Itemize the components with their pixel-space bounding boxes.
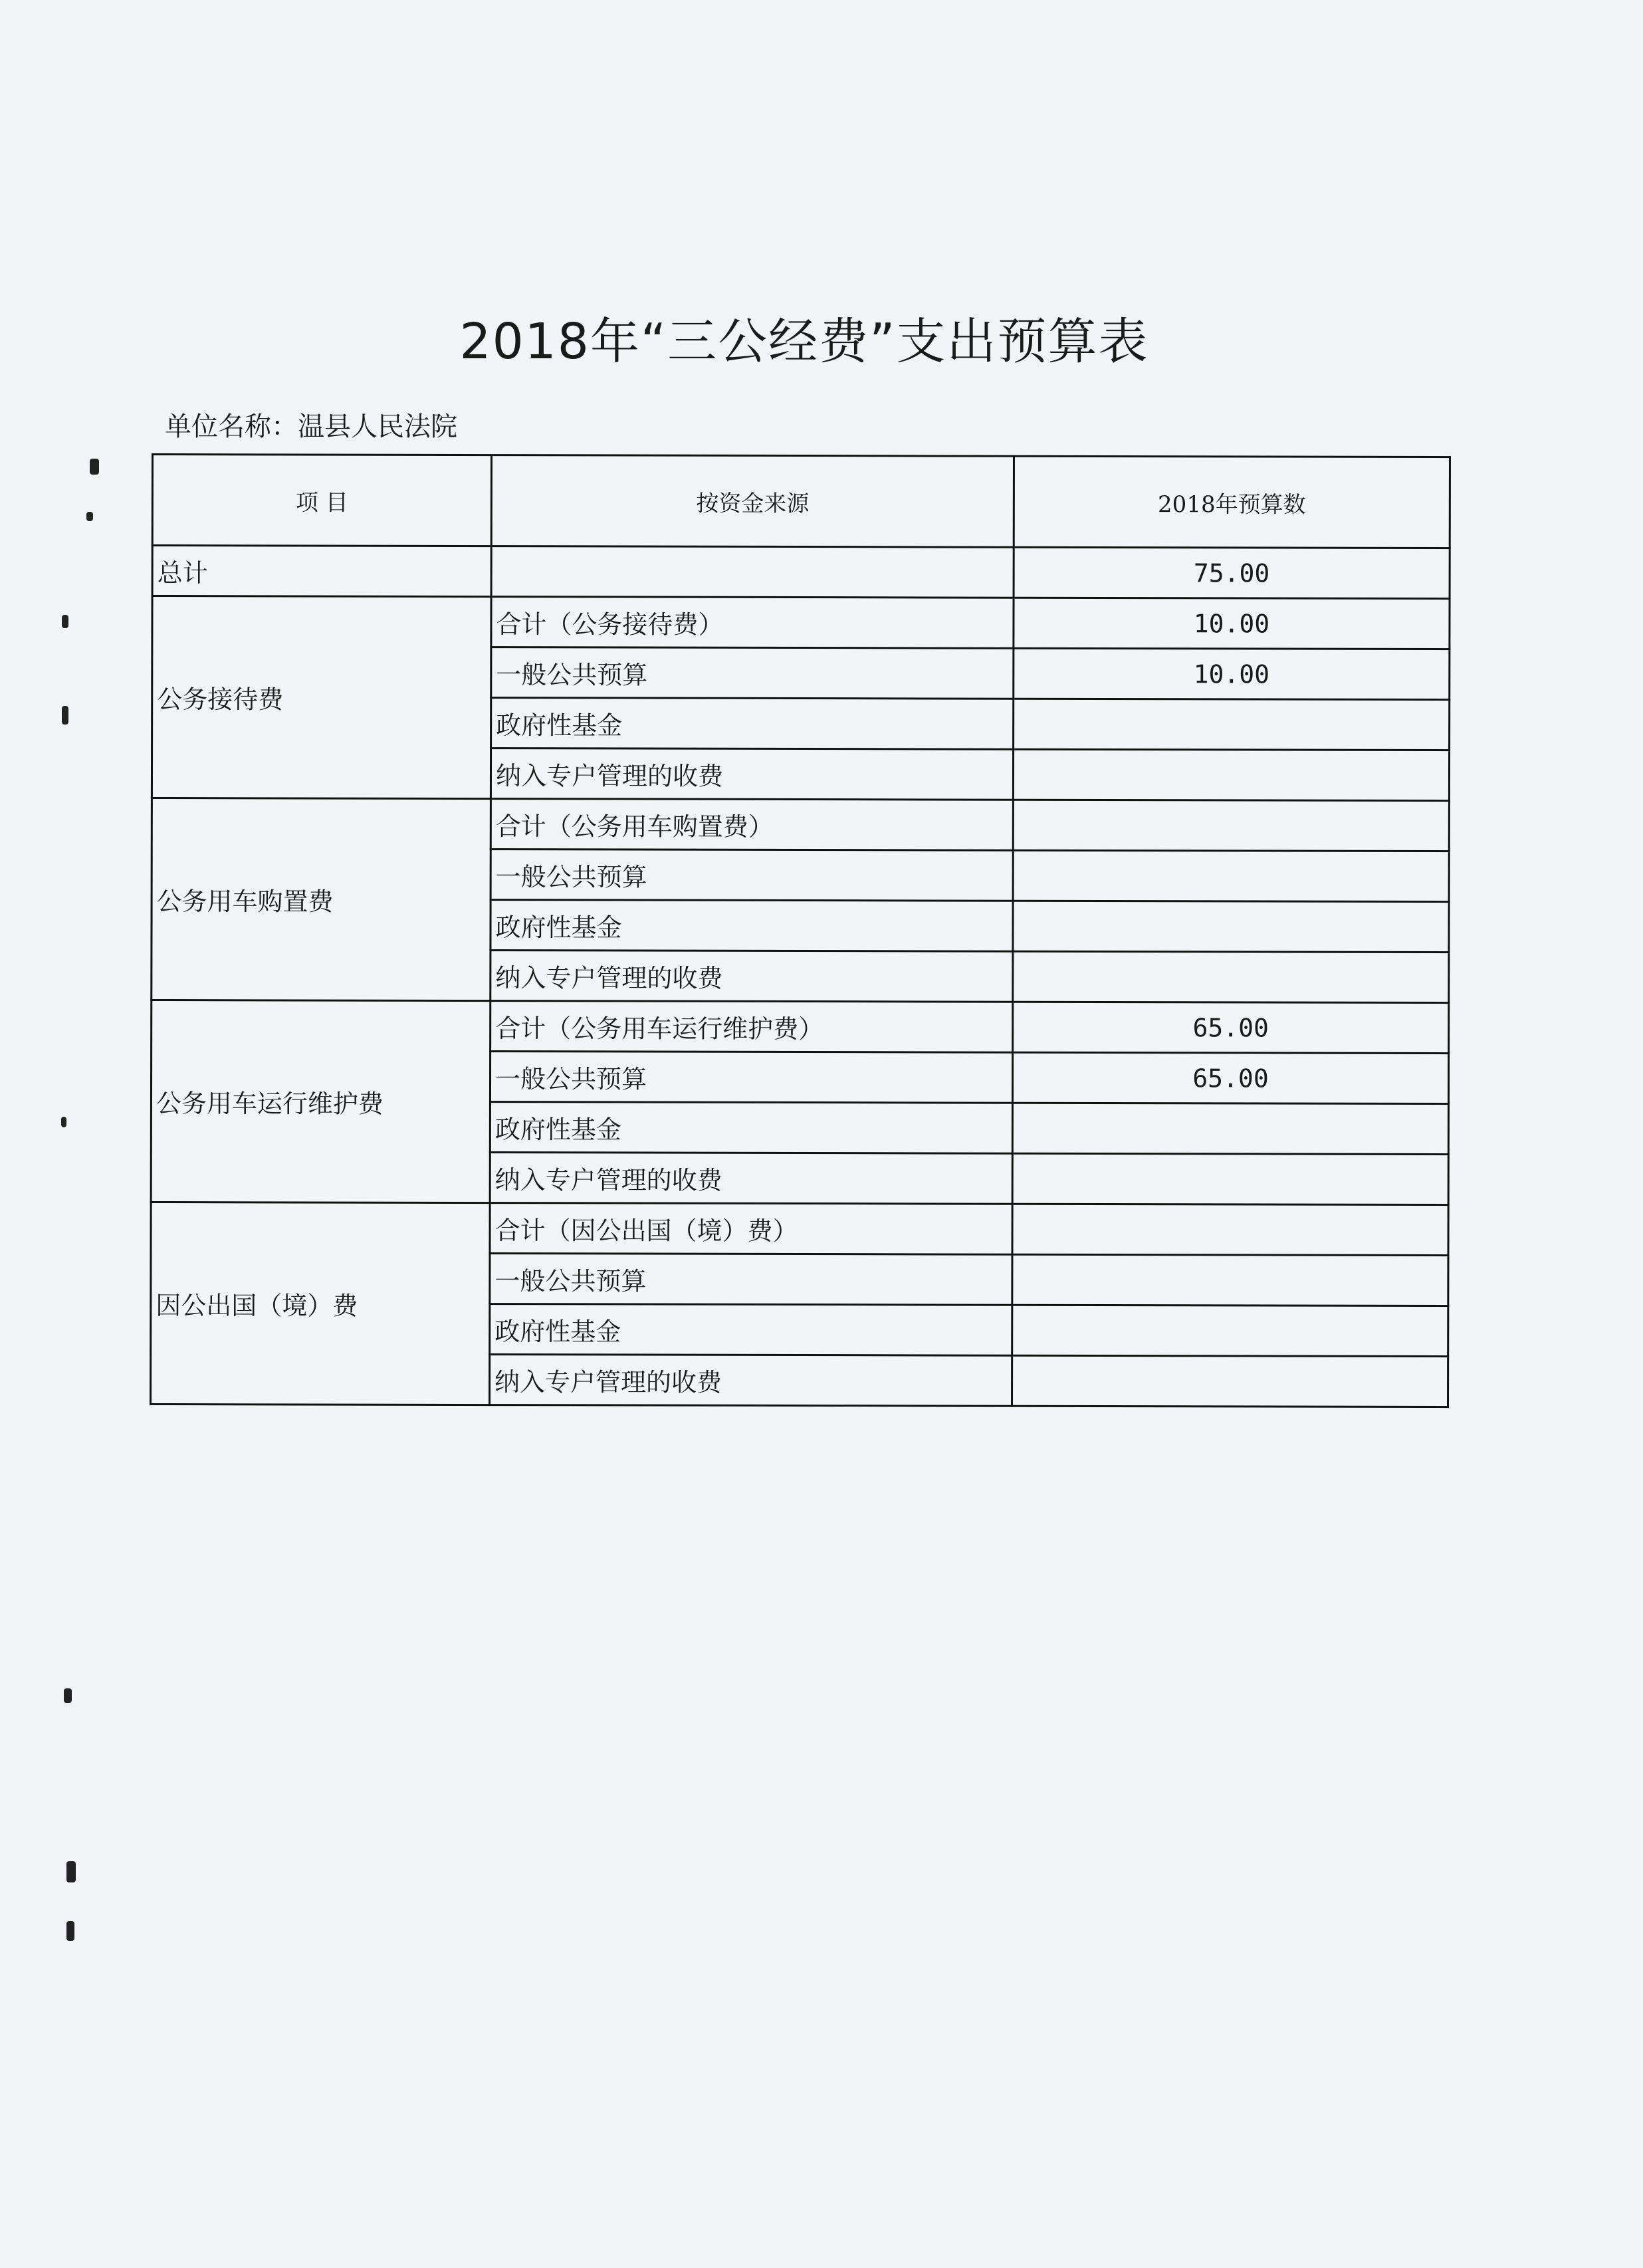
amount-cell: 10.00 bbox=[1014, 648, 1450, 699]
binder-mark bbox=[64, 1688, 72, 1703]
source-cell: 纳入专户管理的收费 bbox=[491, 748, 1013, 800]
source-cell: 一般公共预算 bbox=[490, 1254, 1012, 1305]
source-cell: 一般公共预算 bbox=[490, 1052, 1012, 1103]
source-cell: 一般公共预算 bbox=[491, 647, 1014, 699]
table-row bbox=[152, 1000, 1449, 1054]
amount-cell bbox=[1013, 850, 1449, 901]
source-cell: 合计（公务用车运行维护费） bbox=[491, 1001, 1013, 1053]
table-header-row bbox=[152, 455, 1450, 548]
binder-mark bbox=[62, 615, 68, 628]
amount-cell bbox=[1012, 1355, 1448, 1407]
amount-cell: 65.00 bbox=[1013, 1002, 1449, 1053]
binder-mark bbox=[61, 1117, 66, 1127]
amount-cell bbox=[1012, 1153, 1448, 1204]
amount-cell bbox=[1012, 1204, 1448, 1255]
binder-mark bbox=[66, 1861, 76, 1882]
total-source bbox=[491, 546, 1014, 598]
source-cell: 政府性基金 bbox=[491, 900, 1013, 952]
group-label: 公务接待费 bbox=[152, 596, 491, 799]
source-cell: 纳入专户管理的收费 bbox=[490, 1355, 1012, 1407]
amount-cell bbox=[1014, 699, 1450, 750]
source-cell: 合计（因公出国（境）费） bbox=[490, 1203, 1012, 1255]
binder-mark bbox=[86, 512, 93, 521]
binder-mark bbox=[90, 459, 99, 475]
header-source: 按资金来源 bbox=[491, 455, 1014, 548]
table-row bbox=[151, 1202, 1448, 1256]
source-cell: 政府性基金 bbox=[490, 1304, 1012, 1356]
unit-name-line: 单位名称：温县人民法院 bbox=[165, 411, 457, 442]
amount-cell bbox=[1012, 1305, 1448, 1356]
binder-mark bbox=[62, 706, 68, 725]
source-cell: 纳入专户管理的收费 bbox=[491, 951, 1013, 1002]
amount-cell bbox=[1012, 1254, 1448, 1305]
source-cell: 一般公共预算 bbox=[491, 850, 1013, 901]
header-amount: 2018年预算数 bbox=[1014, 456, 1450, 548]
budget-table bbox=[150, 453, 1451, 1408]
source-cell: 纳入专户管理的收费 bbox=[490, 1153, 1012, 1204]
amount-cell bbox=[1013, 951, 1449, 1002]
source-cell: 合计（公务用车购置费） bbox=[491, 799, 1013, 851]
source-cell: 政府性基金 bbox=[491, 698, 1014, 750]
page-title: 2018年“三公经费”支出预算表 bbox=[459, 313, 1149, 370]
total-amount: 75.00 bbox=[1014, 547, 1450, 598]
table-row bbox=[152, 798, 1449, 851]
header-item: 项 目 bbox=[152, 455, 491, 546]
amount-cell bbox=[1012, 1103, 1448, 1154]
total-row bbox=[152, 546, 1450, 599]
amount-cell: 65.00 bbox=[1012, 1052, 1448, 1103]
group-label: 因公出国（境）费 bbox=[151, 1202, 491, 1405]
table-row bbox=[152, 596, 1450, 649]
total-label: 总计 bbox=[152, 546, 491, 597]
amount-cell bbox=[1013, 901, 1449, 952]
group-label: 公务用车购置费 bbox=[152, 798, 491, 1001]
binder-mark bbox=[66, 1921, 74, 1941]
amount-cell: 10.00 bbox=[1014, 598, 1450, 649]
amount-cell bbox=[1013, 800, 1449, 851]
source-cell: 政府性基金 bbox=[490, 1102, 1012, 1154]
group-label: 公务用车运行维护费 bbox=[151, 1000, 491, 1203]
source-cell: 合计（公务接待费） bbox=[491, 597, 1014, 649]
amount-cell bbox=[1013, 749, 1449, 800]
